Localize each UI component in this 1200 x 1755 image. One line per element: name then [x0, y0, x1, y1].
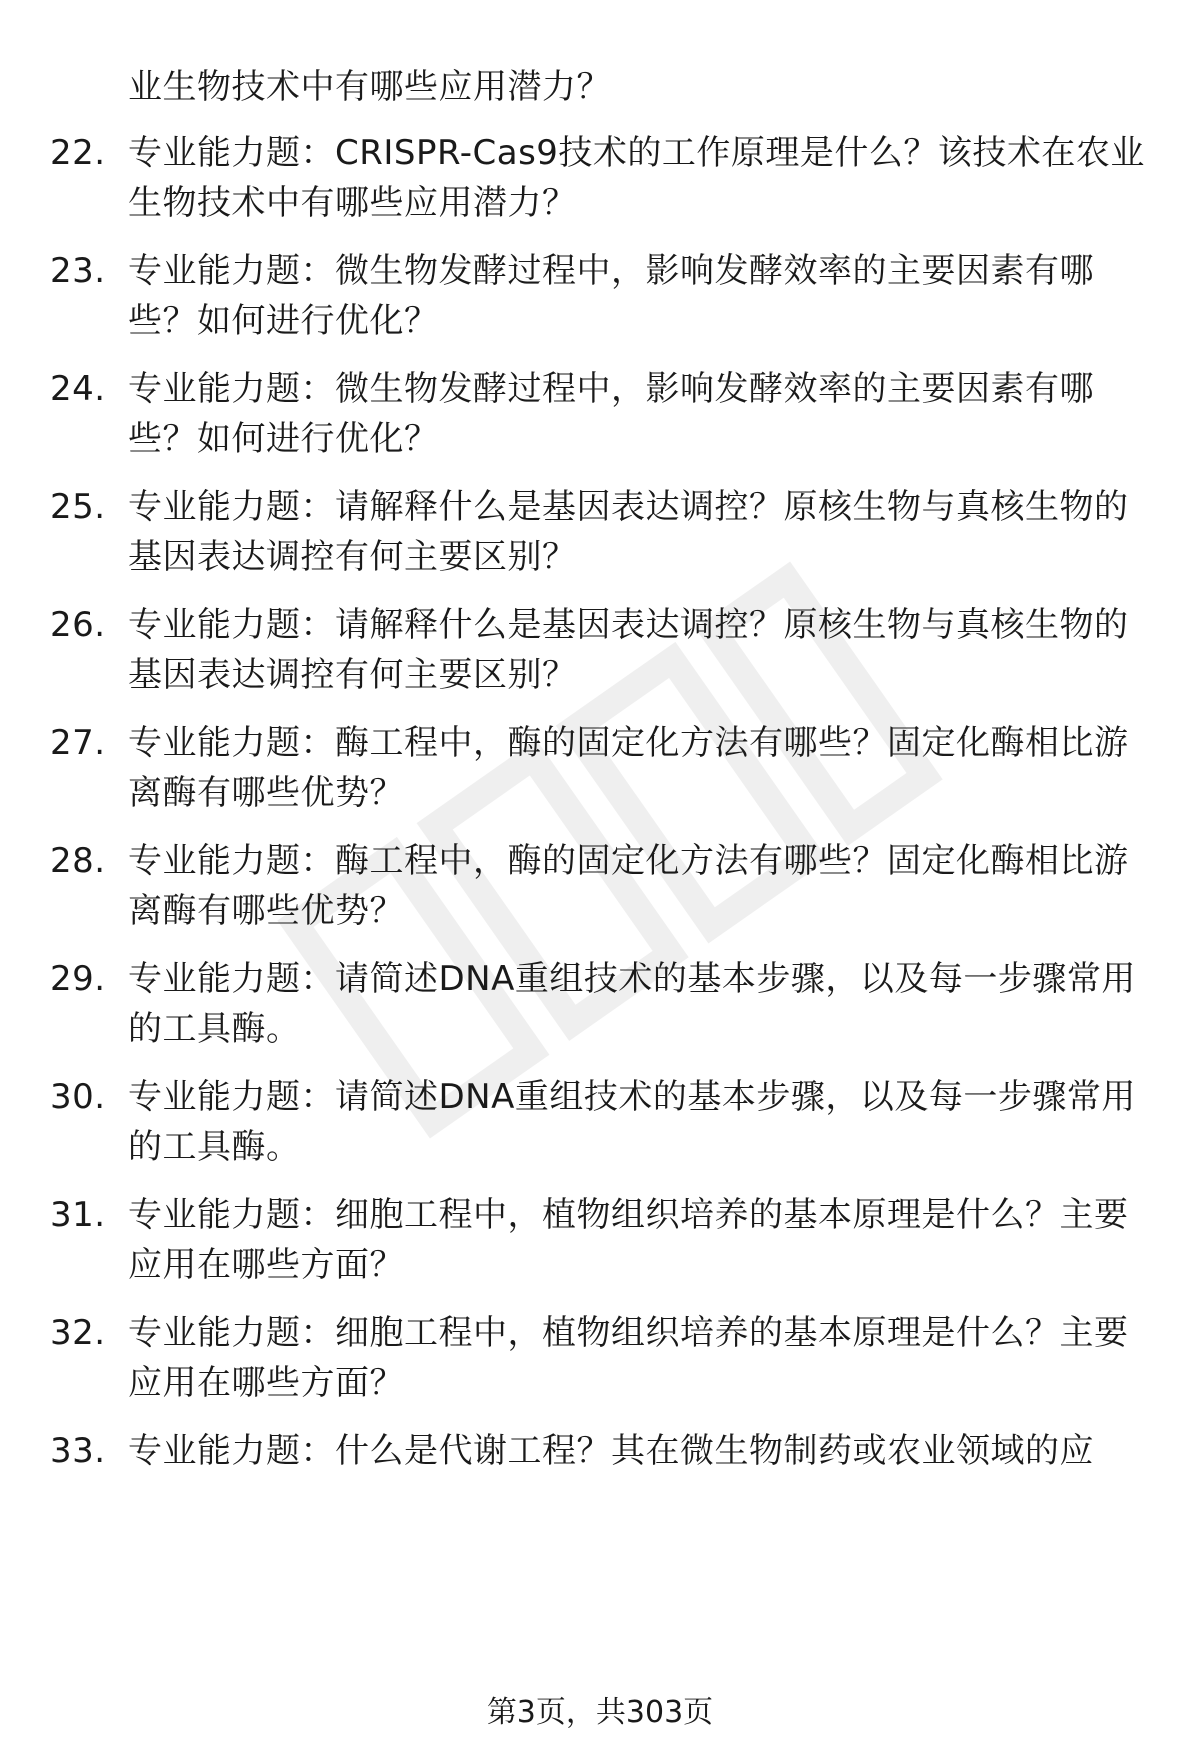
question-text: 专业能力题：酶工程中，酶的固定化方法有哪些？固定化酶相比游离酶有哪些优势？ [128, 841, 1129, 931]
question-item [50, 1426, 1160, 1476]
question-number: 27. [50, 723, 106, 763]
question-text: 专业能力题：细胞工程中，植物组织培养的基本原理是什么？主要应用在哪些方面？ [128, 1195, 1129, 1285]
question-number: 29. [50, 959, 106, 999]
question-number: 25. [50, 487, 106, 527]
question-text: 专业能力题：CRISPR-Cas9技术的工作原理是什么？该技术在农业生物技术中有哪些应用潜力？ [128, 133, 1145, 223]
question-text: 专业能力题：请解释什么是基因表达调控？原核生物与真核生物的基因表达调控有何主要区别？ [128, 487, 1129, 577]
question-number: 28. [50, 841, 106, 881]
question-number: 24. [50, 369, 106, 409]
question-item [50, 1072, 1160, 1172]
question-item [50, 954, 1160, 1054]
question-text: 专业能力题：什么是代谢工程？其在微生物制药或农业领域的应 [128, 1431, 1094, 1471]
question-item [50, 600, 1160, 700]
question-text: 专业能力题：微生物发酵过程中，影响发酵效率的主要因素有哪些？如何进行优化？ [128, 251, 1094, 341]
question-text: 专业能力题：酶工程中，酶的固定化方法有哪些？固定化酶相比游离酶有哪些优势？ [128, 723, 1129, 813]
question-text: 专业能力题：细胞工程中，植物组织培养的基本原理是什么？主要应用在哪些方面？ [128, 1313, 1129, 1403]
question-item [50, 1308, 1160, 1408]
question-item [50, 718, 1160, 818]
question-number: 22. [50, 133, 106, 173]
question-number: 31. [50, 1195, 106, 1235]
question-text: 专业能力题：请简述DNA重组技术的基本步骤，以及每一步骤常用的工具酶。 [128, 1077, 1136, 1167]
question-item [50, 246, 1160, 346]
question-text: 专业能力题：请简述DNA重组技术的基本步骤，以及每一步骤常用的工具酶。 [128, 959, 1136, 1049]
question-number: 32. [50, 1313, 106, 1353]
question-text: 专业能力题：请解释什么是基因表达调控？原核生物与真核生物的基因表达调控有何主要区别？ [128, 605, 1129, 695]
question-text: 专业能力题：微生物发酵过程中，影响发酵效率的主要因素有哪些？如何进行优化？ [128, 369, 1094, 459]
question-number: 30. [50, 1077, 106, 1117]
question-item [50, 128, 1160, 228]
question-item [50, 364, 1160, 464]
question-item [50, 836, 1160, 936]
question-number: 26. [50, 605, 106, 645]
page-footer: 第3页，共303页 [486, 1695, 714, 1730]
continued-line: 业生物技术中有哪些应用潜力？ [128, 67, 611, 107]
question-item [50, 482, 1160, 582]
question-number: 23. [50, 251, 106, 291]
question-number: 33. [50, 1431, 106, 1471]
question-item [50, 1190, 1160, 1290]
